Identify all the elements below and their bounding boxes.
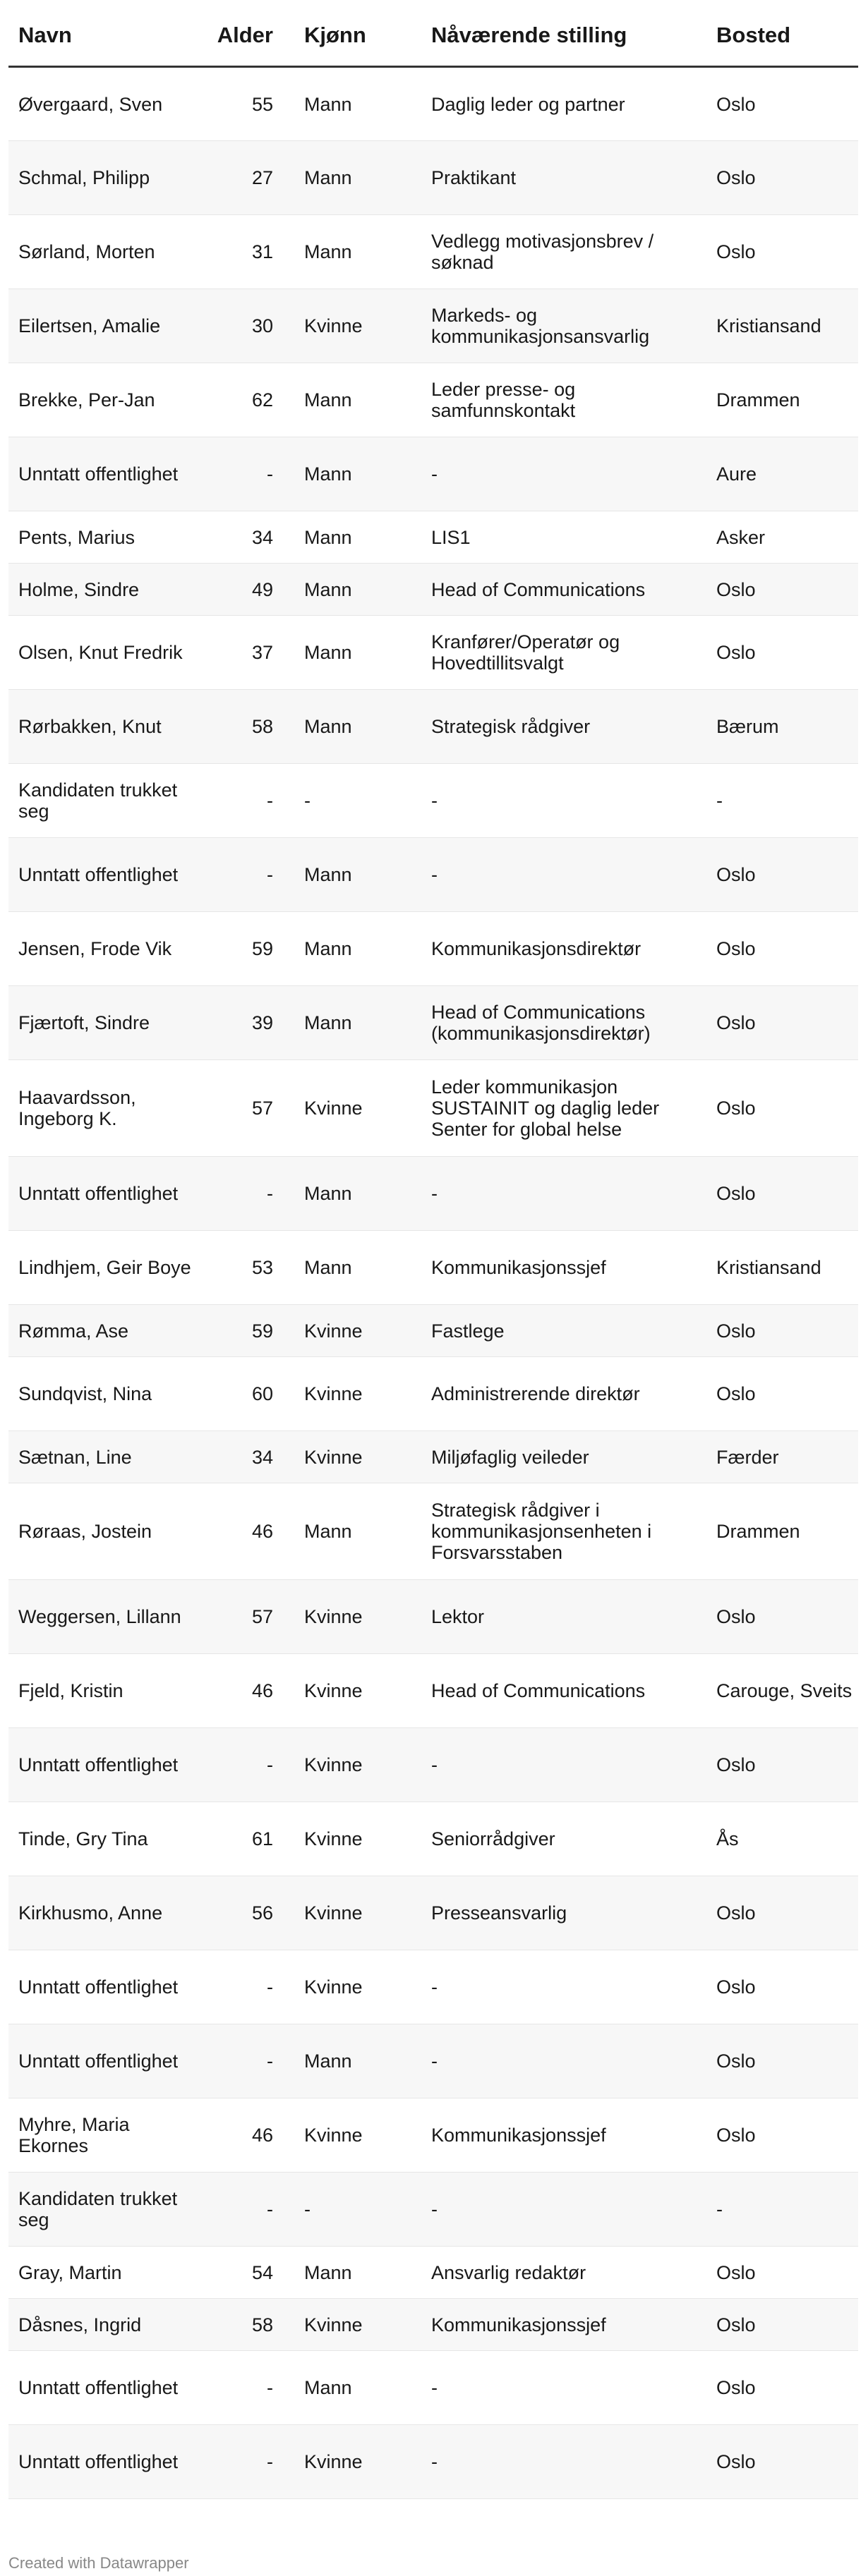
cell-name: Tinde, Gry Tina bbox=[8, 1802, 207, 1876]
cell-role: Head of Communications bbox=[421, 564, 706, 616]
cell-role: - bbox=[421, 2351, 706, 2425]
table-row bbox=[8, 1950, 858, 2024]
cell-place: Oslo bbox=[706, 1950, 858, 2024]
table-row bbox=[8, 437, 858, 511]
table-row bbox=[8, 1876, 858, 1950]
cell-role: - bbox=[421, 2173, 706, 2247]
cell-place: Oslo bbox=[706, 838, 858, 912]
cell-gender: Kvinne bbox=[294, 1802, 421, 1876]
cell-place: Oslo bbox=[706, 912, 858, 986]
cell-place: Oslo bbox=[706, 564, 858, 616]
cell-place: Oslo bbox=[706, 1728, 858, 1802]
cell-name: Fjærtoft, Sindre bbox=[8, 986, 207, 1060]
cell-role: Strategisk rådgiver i kommunikasjonsenheten i Forsvarsstaben bbox=[421, 1483, 706, 1580]
cell-role: Fastlege bbox=[421, 1305, 706, 1357]
table-row bbox=[8, 2299, 858, 2351]
cell-role: Kommunikasjonssjef bbox=[421, 2098, 706, 2173]
cell-role: Miljøfaglig veileder bbox=[421, 1431, 706, 1483]
cell-age: 39 bbox=[207, 986, 294, 1060]
cell-place: Oslo bbox=[706, 1357, 858, 1431]
cell-age: 62 bbox=[207, 363, 294, 437]
applicant-table-container bbox=[8, 24, 858, 2499]
cell-gender: Kvinne bbox=[294, 2299, 421, 2351]
cell-name: Sundqvist, Nina bbox=[8, 1357, 207, 1431]
cell-name: Røraas, Jostein bbox=[8, 1483, 207, 1580]
cell-name: Unntatt offentlighet bbox=[8, 437, 207, 511]
cell-place: - bbox=[706, 2173, 858, 2247]
cell-gender: Kvinne bbox=[294, 1431, 421, 1483]
cell-place: Oslo bbox=[706, 986, 858, 1060]
cell-gender: Mann bbox=[294, 2351, 421, 2425]
cell-gender: Mann bbox=[294, 363, 421, 437]
table-row bbox=[8, 1357, 858, 1431]
cell-name: Olsen, Knut Fredrik bbox=[8, 616, 207, 690]
cell-gender: Kvinne bbox=[294, 2098, 421, 2173]
cell-place: Oslo bbox=[706, 2098, 858, 2173]
table-row bbox=[8, 215, 858, 289]
table-row bbox=[8, 1580, 858, 1654]
table-row bbox=[8, 616, 858, 690]
table-row bbox=[8, 67, 858, 141]
cell-role: Presseansvarlig bbox=[421, 1876, 706, 1950]
table-row bbox=[8, 1654, 858, 1728]
cell-age: 57 bbox=[207, 1580, 294, 1654]
cell-age: 46 bbox=[207, 2098, 294, 2173]
cell-place: Kristiansand bbox=[706, 289, 858, 363]
cell-gender: Mann bbox=[294, 616, 421, 690]
cell-role: Ansvarlig redaktør bbox=[421, 2247, 706, 2299]
table-row bbox=[8, 764, 858, 838]
column-header-place[interactable]: Bosted bbox=[706, 24, 858, 67]
cell-role: Leder kommunikasjon SUSTAINIT og daglig leder Senter for global helse bbox=[421, 1060, 706, 1157]
table-row bbox=[8, 2351, 858, 2425]
table-row bbox=[8, 1060, 858, 1157]
table-row bbox=[8, 2173, 858, 2247]
cell-name: Holme, Sindre bbox=[8, 564, 207, 616]
cell-age: 34 bbox=[207, 1431, 294, 1483]
table-header-row bbox=[8, 24, 858, 67]
cell-age: 27 bbox=[207, 141, 294, 215]
cell-name: Unntatt offentlighet bbox=[8, 2351, 207, 2425]
cell-name: Øvergaard, Sven bbox=[8, 67, 207, 141]
cell-name: Dåsnes, Ingrid bbox=[8, 2299, 207, 2351]
cell-name: Rørbakken, Knut bbox=[8, 690, 207, 764]
cell-place: Bærum bbox=[706, 690, 858, 764]
cell-gender: Kvinne bbox=[294, 1950, 421, 2024]
cell-gender: - bbox=[294, 764, 421, 838]
table-body bbox=[8, 67, 858, 2499]
cell-role: - bbox=[421, 2425, 706, 2499]
cell-role: - bbox=[421, 1728, 706, 1802]
table-row bbox=[8, 2247, 858, 2299]
cell-age: 49 bbox=[207, 564, 294, 616]
cell-age: 60 bbox=[207, 1357, 294, 1431]
table-row bbox=[8, 1802, 858, 1876]
cell-age: 55 bbox=[207, 67, 294, 141]
table-row bbox=[8, 912, 858, 986]
table-row bbox=[8, 690, 858, 764]
cell-age: - bbox=[207, 2024, 294, 2098]
cell-age: - bbox=[207, 1728, 294, 1802]
table-header bbox=[8, 24, 858, 67]
cell-place: Drammen bbox=[706, 363, 858, 437]
table-row bbox=[8, 141, 858, 215]
cell-role: Kranfører/Operatør og Hovedtillitsvalgt bbox=[421, 616, 706, 690]
cell-name: Unntatt offentlighet bbox=[8, 1728, 207, 1802]
cell-name: Lindhjem, Geir Boye bbox=[8, 1231, 207, 1305]
cell-age: 57 bbox=[207, 1060, 294, 1157]
cell-gender: Mann bbox=[294, 511, 421, 564]
cell-age: - bbox=[207, 838, 294, 912]
cell-name: Unntatt offentlighet bbox=[8, 2024, 207, 2098]
table-row bbox=[8, 838, 858, 912]
cell-place: Drammen bbox=[706, 1483, 858, 1580]
cell-place: Oslo bbox=[706, 1876, 858, 1950]
cell-role: Head of Communications bbox=[421, 1654, 706, 1728]
cell-name: Rømma, Ase bbox=[8, 1305, 207, 1357]
cell-place: Oslo bbox=[706, 67, 858, 141]
cell-name: Kirkhusmo, Anne bbox=[8, 1876, 207, 1950]
cell-role: Vedlegg motivasjonsbrev / søknad bbox=[421, 215, 706, 289]
table-row bbox=[8, 986, 858, 1060]
cell-gender: - bbox=[294, 2173, 421, 2247]
cell-name: Unntatt offentlighet bbox=[8, 2425, 207, 2499]
cell-role: Daglig leder og partner bbox=[421, 67, 706, 141]
cell-age: 37 bbox=[207, 616, 294, 690]
cell-role: LIS1 bbox=[421, 511, 706, 564]
cell-age: 46 bbox=[207, 1654, 294, 1728]
cell-gender: Mann bbox=[294, 1157, 421, 1231]
cell-gender: Kvinne bbox=[294, 1876, 421, 1950]
column-header-role[interactable]: Nåværende stilling bbox=[421, 24, 706, 67]
cell-place: Ås bbox=[706, 1802, 858, 1876]
cell-name: Jensen, Frode Vik bbox=[8, 912, 207, 986]
cell-gender: Mann bbox=[294, 437, 421, 511]
cell-gender: Kvinne bbox=[294, 1580, 421, 1654]
cell-gender: Kvinne bbox=[294, 289, 421, 363]
datawrapper-credit: Created with Datawrapper bbox=[8, 2554, 189, 2572]
cell-age: 31 bbox=[207, 215, 294, 289]
cell-role: - bbox=[421, 838, 706, 912]
cell-age: - bbox=[207, 1950, 294, 2024]
cell-gender: Kvinne bbox=[294, 2425, 421, 2499]
cell-age: - bbox=[207, 2351, 294, 2425]
table-row bbox=[8, 2098, 858, 2173]
table-row bbox=[8, 2024, 858, 2098]
cell-name: Fjeld, Kristin bbox=[8, 1654, 207, 1728]
cell-age: 59 bbox=[207, 912, 294, 986]
cell-name: Unntatt offentlighet bbox=[8, 1950, 207, 2024]
cell-place: Oslo bbox=[706, 2351, 858, 2425]
cell-role: - bbox=[421, 764, 706, 838]
cell-name: Unntatt offentlighet bbox=[8, 838, 207, 912]
applicant-table bbox=[8, 24, 858, 2499]
cell-age: 53 bbox=[207, 1231, 294, 1305]
cell-place: Oslo bbox=[706, 2299, 858, 2351]
cell-age: 46 bbox=[207, 1483, 294, 1580]
cell-place: Oslo bbox=[706, 2425, 858, 2499]
cell-age: - bbox=[207, 437, 294, 511]
cell-age: 56 bbox=[207, 1876, 294, 1950]
cell-role: Administrerende direktør bbox=[421, 1357, 706, 1431]
cell-name: Schmal, Philipp bbox=[8, 141, 207, 215]
cell-place: - bbox=[706, 764, 858, 838]
cell-role: Strategisk rådgiver bbox=[421, 690, 706, 764]
cell-role: Head of Communications (kommunikasjonsdirektør) bbox=[421, 986, 706, 1060]
cell-place: Oslo bbox=[706, 1060, 858, 1157]
cell-place: Oslo bbox=[706, 1305, 858, 1357]
cell-place: Carouge, Sveits bbox=[706, 1654, 858, 1728]
cell-place: Aure bbox=[706, 437, 858, 511]
cell-age: - bbox=[207, 764, 294, 838]
table-row bbox=[8, 511, 858, 564]
cell-gender: Kvinne bbox=[294, 1357, 421, 1431]
cell-place: Oslo bbox=[706, 215, 858, 289]
cell-role: Kommunikasjonssjef bbox=[421, 2299, 706, 2351]
cell-age: - bbox=[207, 2173, 294, 2247]
cell-role: Leder presse- og samfunnskontakt bbox=[421, 363, 706, 437]
table-row bbox=[8, 1483, 858, 1580]
cell-name: Eilertsen, Amalie bbox=[8, 289, 207, 363]
cell-place: Oslo bbox=[706, 1157, 858, 1231]
cell-place: Færder bbox=[706, 1431, 858, 1483]
cell-place: Oslo bbox=[706, 616, 858, 690]
table-row bbox=[8, 1305, 858, 1357]
cell-age: 58 bbox=[207, 690, 294, 764]
cell-name: Sætnan, Line bbox=[8, 1431, 207, 1483]
cell-gender: Mann bbox=[294, 1483, 421, 1580]
cell-role: Markeds- og kommunikasjonsansvarlig bbox=[421, 289, 706, 363]
cell-gender: Mann bbox=[294, 912, 421, 986]
cell-name: Unntatt offentlighet bbox=[8, 1157, 207, 1231]
cell-gender: Kvinne bbox=[294, 1060, 421, 1157]
cell-name: Sørland, Morten bbox=[8, 215, 207, 289]
column-header-name[interactable]: Navn bbox=[8, 24, 207, 67]
cell-gender: Mann bbox=[294, 986, 421, 1060]
cell-role: Kommunikasjonsdirektør bbox=[421, 912, 706, 986]
cell-age: 59 bbox=[207, 1305, 294, 1357]
cell-name: Weggersen, Lillann bbox=[8, 1580, 207, 1654]
table-row bbox=[8, 564, 858, 616]
table-row bbox=[8, 1231, 858, 1305]
cell-age: 30 bbox=[207, 289, 294, 363]
cell-place: Oslo bbox=[706, 2024, 858, 2098]
cell-name: Brekke, Per-Jan bbox=[8, 363, 207, 437]
cell-role: Lektor bbox=[421, 1580, 706, 1654]
cell-age: - bbox=[207, 1157, 294, 1231]
table-row bbox=[8, 1157, 858, 1231]
cell-name: Pents, Marius bbox=[8, 511, 207, 564]
table-row bbox=[8, 289, 858, 363]
cell-age: 34 bbox=[207, 511, 294, 564]
cell-place: Oslo bbox=[706, 1580, 858, 1654]
cell-age: - bbox=[207, 2425, 294, 2499]
cell-gender: Mann bbox=[294, 1231, 421, 1305]
cell-age: 61 bbox=[207, 1802, 294, 1876]
cell-role: Kommunikasjonssjef bbox=[421, 1231, 706, 1305]
cell-gender: Mann bbox=[294, 690, 421, 764]
cell-age: 54 bbox=[207, 2247, 294, 2299]
cell-gender: Mann bbox=[294, 67, 421, 141]
cell-gender: Mann bbox=[294, 838, 421, 912]
cell-gender: Mann bbox=[294, 2247, 421, 2299]
cell-age: 58 bbox=[207, 2299, 294, 2351]
table-row bbox=[8, 1431, 858, 1483]
cell-place: Kristiansand bbox=[706, 1231, 858, 1305]
cell-gender: Kvinne bbox=[294, 1728, 421, 1802]
cell-place: Oslo bbox=[706, 2247, 858, 2299]
cell-role: - bbox=[421, 1157, 706, 1231]
cell-role: - bbox=[421, 2024, 706, 2098]
column-header-age[interactable]: Alder bbox=[207, 24, 294, 67]
cell-gender: Mann bbox=[294, 2024, 421, 2098]
table-row bbox=[8, 363, 858, 437]
cell-gender: Kvinne bbox=[294, 1305, 421, 1357]
cell-place: Asker bbox=[706, 511, 858, 564]
cell-role: - bbox=[421, 437, 706, 511]
cell-gender: Mann bbox=[294, 564, 421, 616]
cell-place: Oslo bbox=[706, 141, 858, 215]
cell-role: Praktikant bbox=[421, 141, 706, 215]
cell-name: Gray, Martin bbox=[8, 2247, 207, 2299]
cell-name: Kandidaten trukket seg bbox=[8, 2173, 207, 2247]
column-header-gender[interactable]: Kjønn bbox=[294, 24, 421, 67]
table-row bbox=[8, 1728, 858, 1802]
cell-gender: Mann bbox=[294, 141, 421, 215]
cell-gender: Mann bbox=[294, 215, 421, 289]
cell-gender: Kvinne bbox=[294, 1654, 421, 1728]
cell-role: - bbox=[421, 1950, 706, 2024]
cell-name: Myhre, Maria Ekornes bbox=[8, 2098, 207, 2173]
cell-role: Seniorrådgiver bbox=[421, 1802, 706, 1876]
cell-name: Haavardsson, Ingeborg K. bbox=[8, 1060, 207, 1157]
cell-name: Kandidaten trukket seg bbox=[8, 764, 207, 838]
table-row bbox=[8, 2425, 858, 2499]
